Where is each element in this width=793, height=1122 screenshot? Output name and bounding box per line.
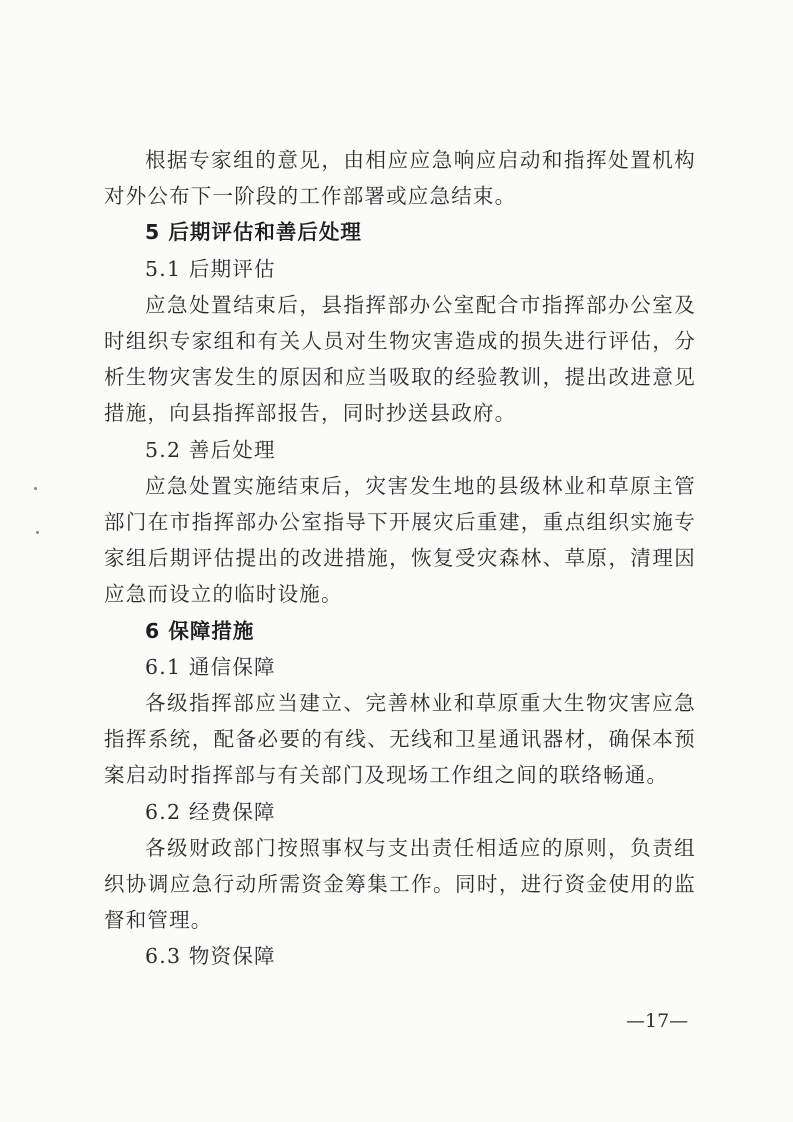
page-number: —17— xyxy=(626,1010,689,1032)
subsection-heading: 5.1 后期评估 xyxy=(145,256,276,281)
paragraph: 应急处置实施结束后，灾害发生地的县级林业和草原主管部门在市指挥部办公室指导下开展灾后重建，重点组织实施专家组后期评估提出的改进措施，恢复受灾森林、草原，清理因应急而设立的临时设施。 xyxy=(104,473,696,607)
scan-mark xyxy=(34,487,37,490)
subsection-heading: 6.1 通信保障 xyxy=(145,654,276,679)
scan-mark xyxy=(36,531,39,534)
section-heading: 6 保障措施 xyxy=(145,618,255,643)
subsection-heading: 6.2 经费保障 xyxy=(145,799,276,824)
paragraph: 应急处置结束后，县指挥部办公室配合市指挥部办公室及时组织专家组和有关人员对生物灾害造成的损失进行评估，分析生物灾害发生的原因和应当吸取的经验教训，提出改进意见措施，向县指挥部报告，同时抄送县政府。 xyxy=(104,292,696,426)
document-body xyxy=(104,142,696,975)
subsection-heading: 5.2 善后处理 xyxy=(145,437,276,462)
subsection-heading: 6.3 物资保障 xyxy=(145,944,276,969)
paragraph: 各级指挥部应当建立、完善林业和草原重大生物灾害应急指挥系统，配备必要的有线、无线和卫星通讯器材，确保本预案启动时指挥部与有关部门及现场工作组之间的联络畅通。 xyxy=(104,691,696,788)
paragraph: 各级财政部门按照事权与支出责任相适应的原则，负责组织协调应急行动所需资金筹集工作。同时，进行资金使用的监督和管理。 xyxy=(104,835,696,933)
paragraph: 根据专家组的意见，由相应应急响应启动和指挥处置机构对外公布下一阶段的工作部署或应急结束。 xyxy=(104,148,696,209)
section-heading: 5 后期评估和善后处理 xyxy=(145,220,362,245)
